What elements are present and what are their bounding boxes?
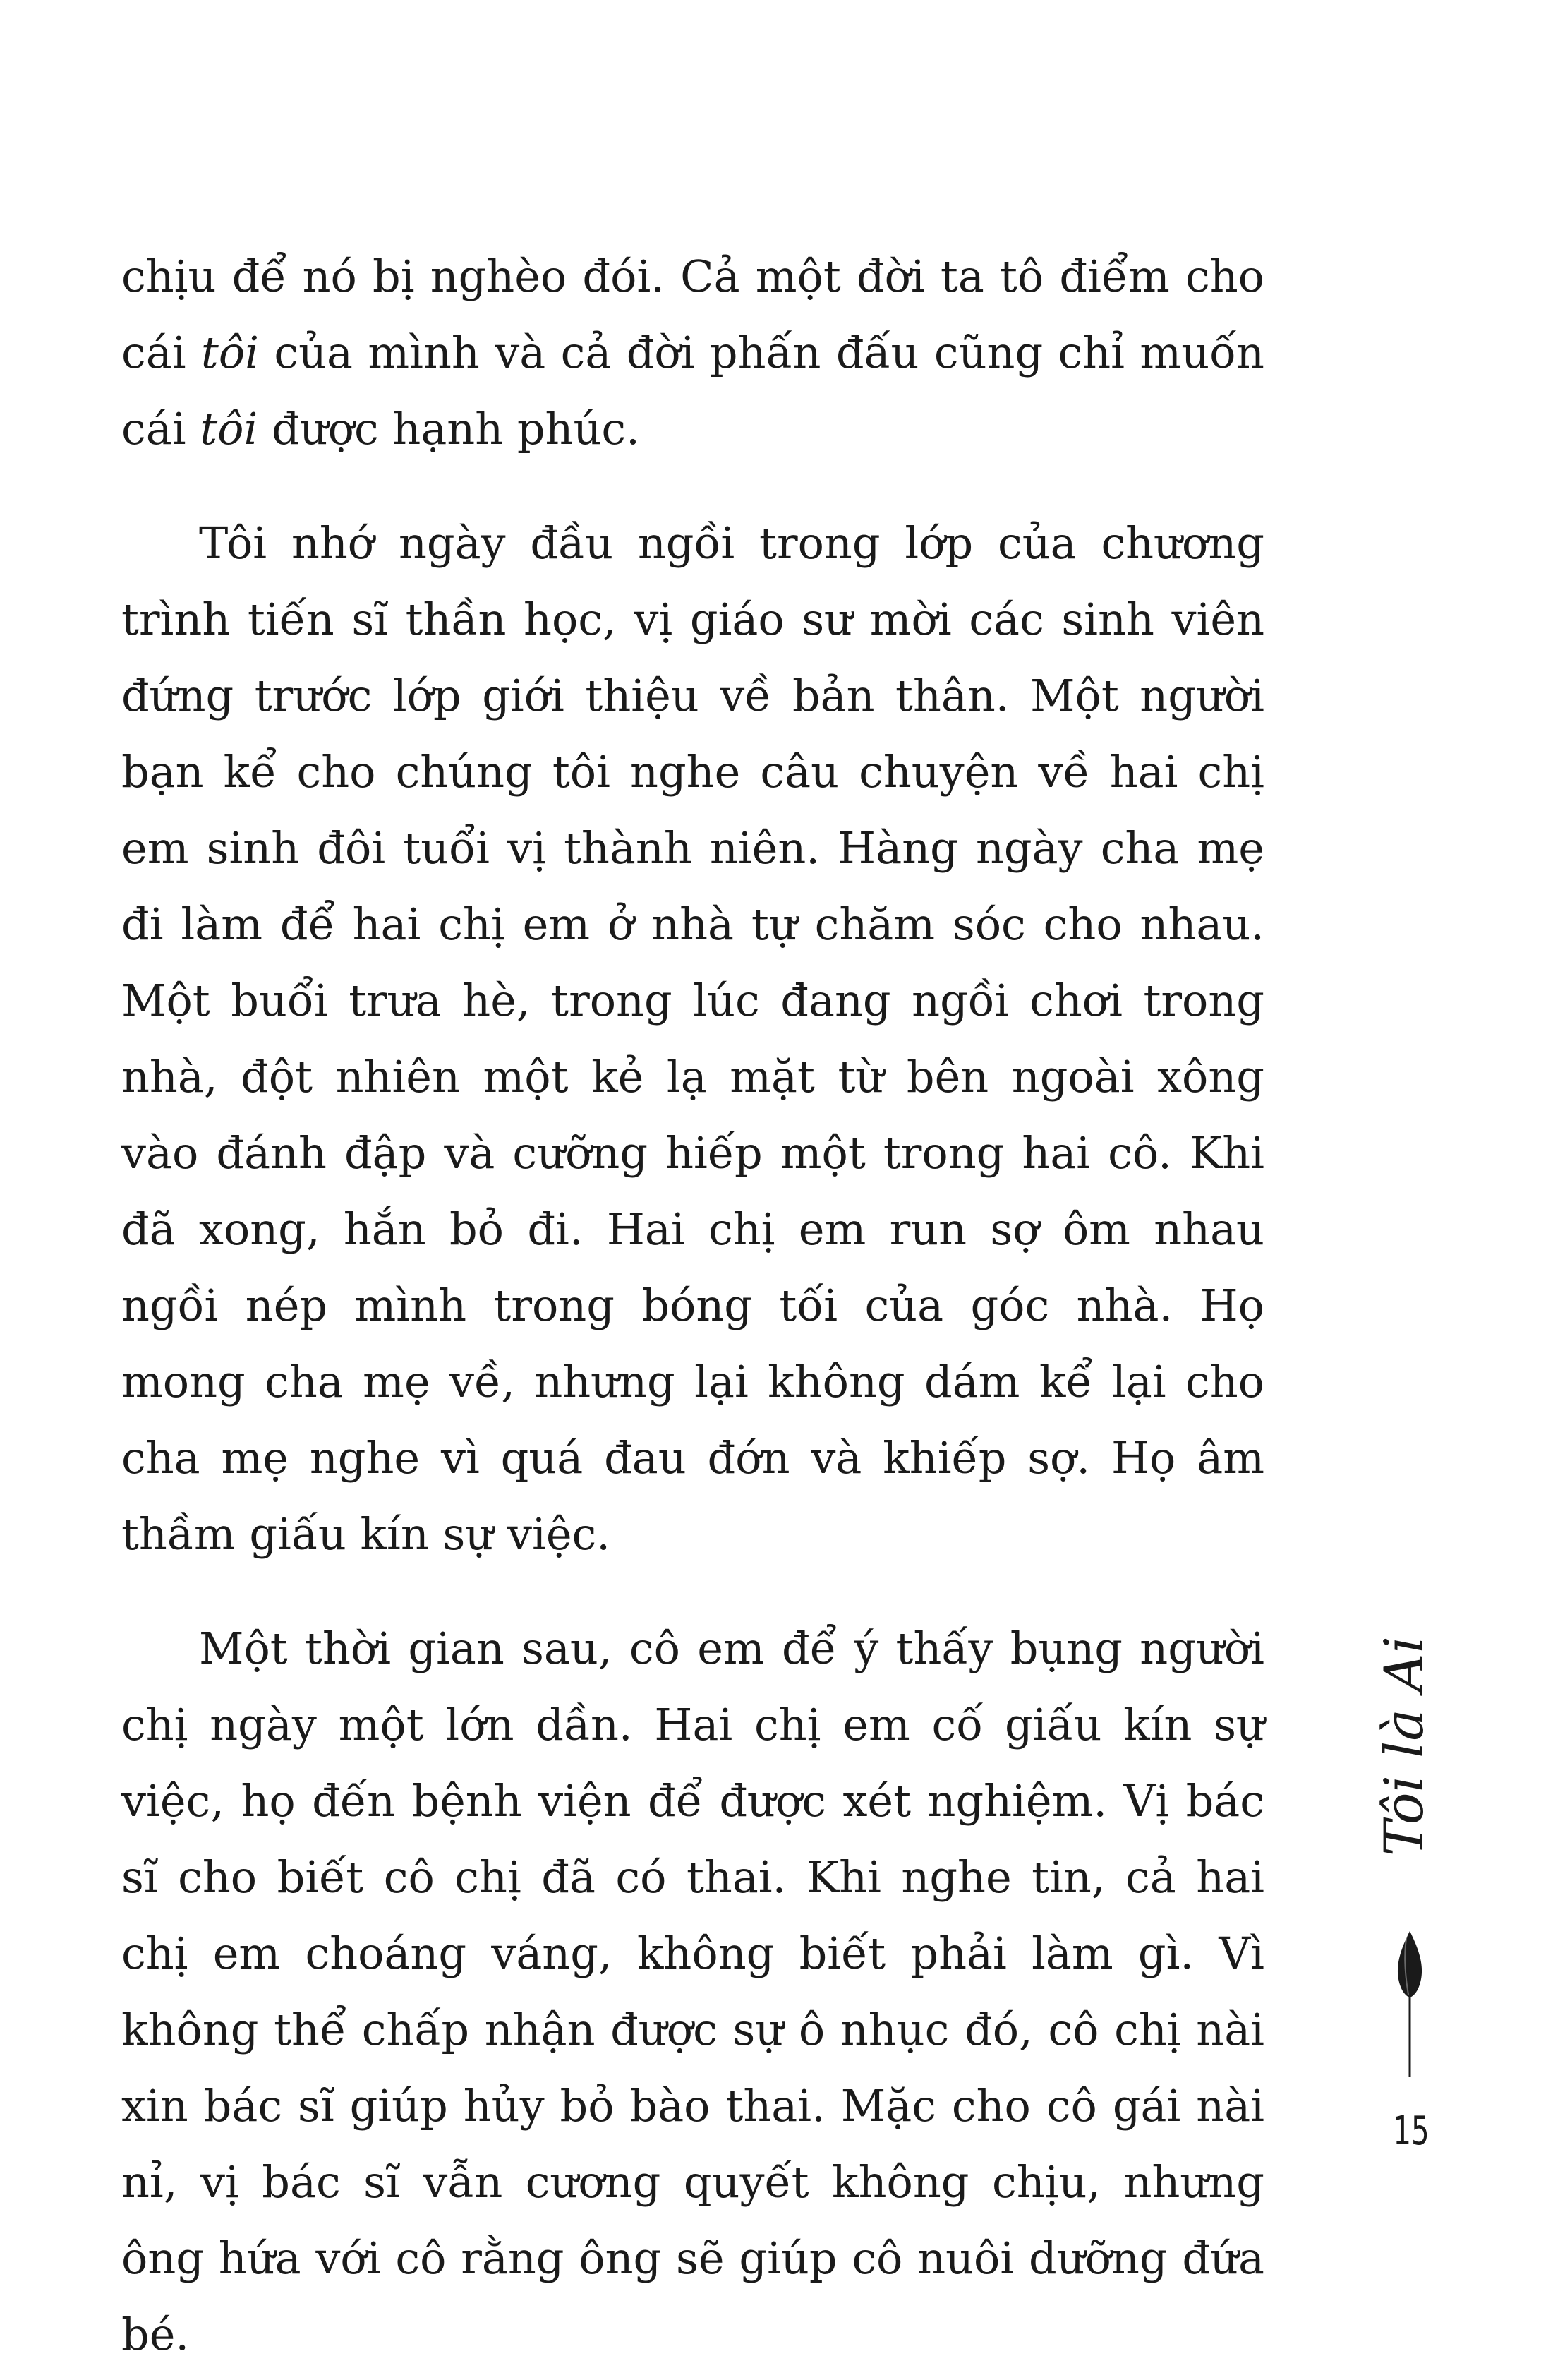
p3-seg-0: Một thời gian sau, cô em để ý thấy bụng người chị ngày một lớn dần. Hai chị em cố giấu kín sự việc, họ đến bệnh viện để được xét nghiệm. Vị bác sĩ cho biết cô chị đã có thai. Khi nghe tin, cả hai chị em choáng váng, không biết phải làm gì. Vì không thể chấp nhận được sự ô nhục đó, cô chị nài xin bác sĩ giúp hủy bỏ bào thai. Mặc cho cô gái nài nỉ, vị bác sĩ vẫn cương quyết không chịu, nhưng ông hứa với cô rằng ông sẽ giúp cô nuôi dưỡng đứa bé. — [121, 1623, 1264, 2360]
paragraph-gap — [121, 467, 1264, 505]
page-number: 15 — [1393, 2108, 1430, 2154]
paragraph-2 — [121, 505, 1264, 1573]
p1-seg-0: chịu để nó bị nghèo đói. Cả một đời ta tô điểm cho cái — [121, 251, 1264, 378]
p2-seg-0: Tôi nhớ ngày đầu ngồi trong lớp của chương trình tiến sĩ thần học, vị giáo sư mời các sinh viên đứng trước lớp giới thiệu về bản thân. Một người bạn kể cho chúng tôi nghe câu chuyện về hai chị em sinh đôi tuổi vị thành niên. Hàng ngày cha mẹ đi làm để hai chị em ở nhà tự chăm sóc cho nhau. Một buổi trưa hè, trong lúc đang ngồi chơi trong nhà, đột nhiên một kẻ lạ mặt từ bên ngoài xông vào đánh đập và cưỡng hiếp một trong hai cô. Khi đã xong, hắn bỏ đi. Hai chị em run sợ ôm nhau ngồi nép mình trong bóng tối của góc nhà. Họ mong cha mẹ về, nhưng lại không dám kể lại cho cha mẹ nghe vì quá đau đớn và khiếp sợ. Họ âm thầm giấu kín sự việc. — [121, 517, 1264, 1560]
p1-seg-1-italic: tôi — [200, 327, 259, 378]
paragraph-gap — [121, 1573, 1264, 1611]
p1-seg-4: được hạnh phúc. — [258, 403, 640, 455]
paragraph-3 — [121, 1611, 1264, 2373]
lotus-bud-icon — [1389, 1927, 1431, 2082]
running-title-text: Tôi là Ai — [1372, 1636, 1435, 1856]
body-text — [121, 239, 1264, 2373]
p1-seg-2: của mình và cả đời phấn đấu cũng chỉ muốn cái — [121, 327, 1264, 455]
paragraph-1 — [121, 239, 1264, 467]
p1-seg-3-italic: tôi — [200, 403, 258, 455]
